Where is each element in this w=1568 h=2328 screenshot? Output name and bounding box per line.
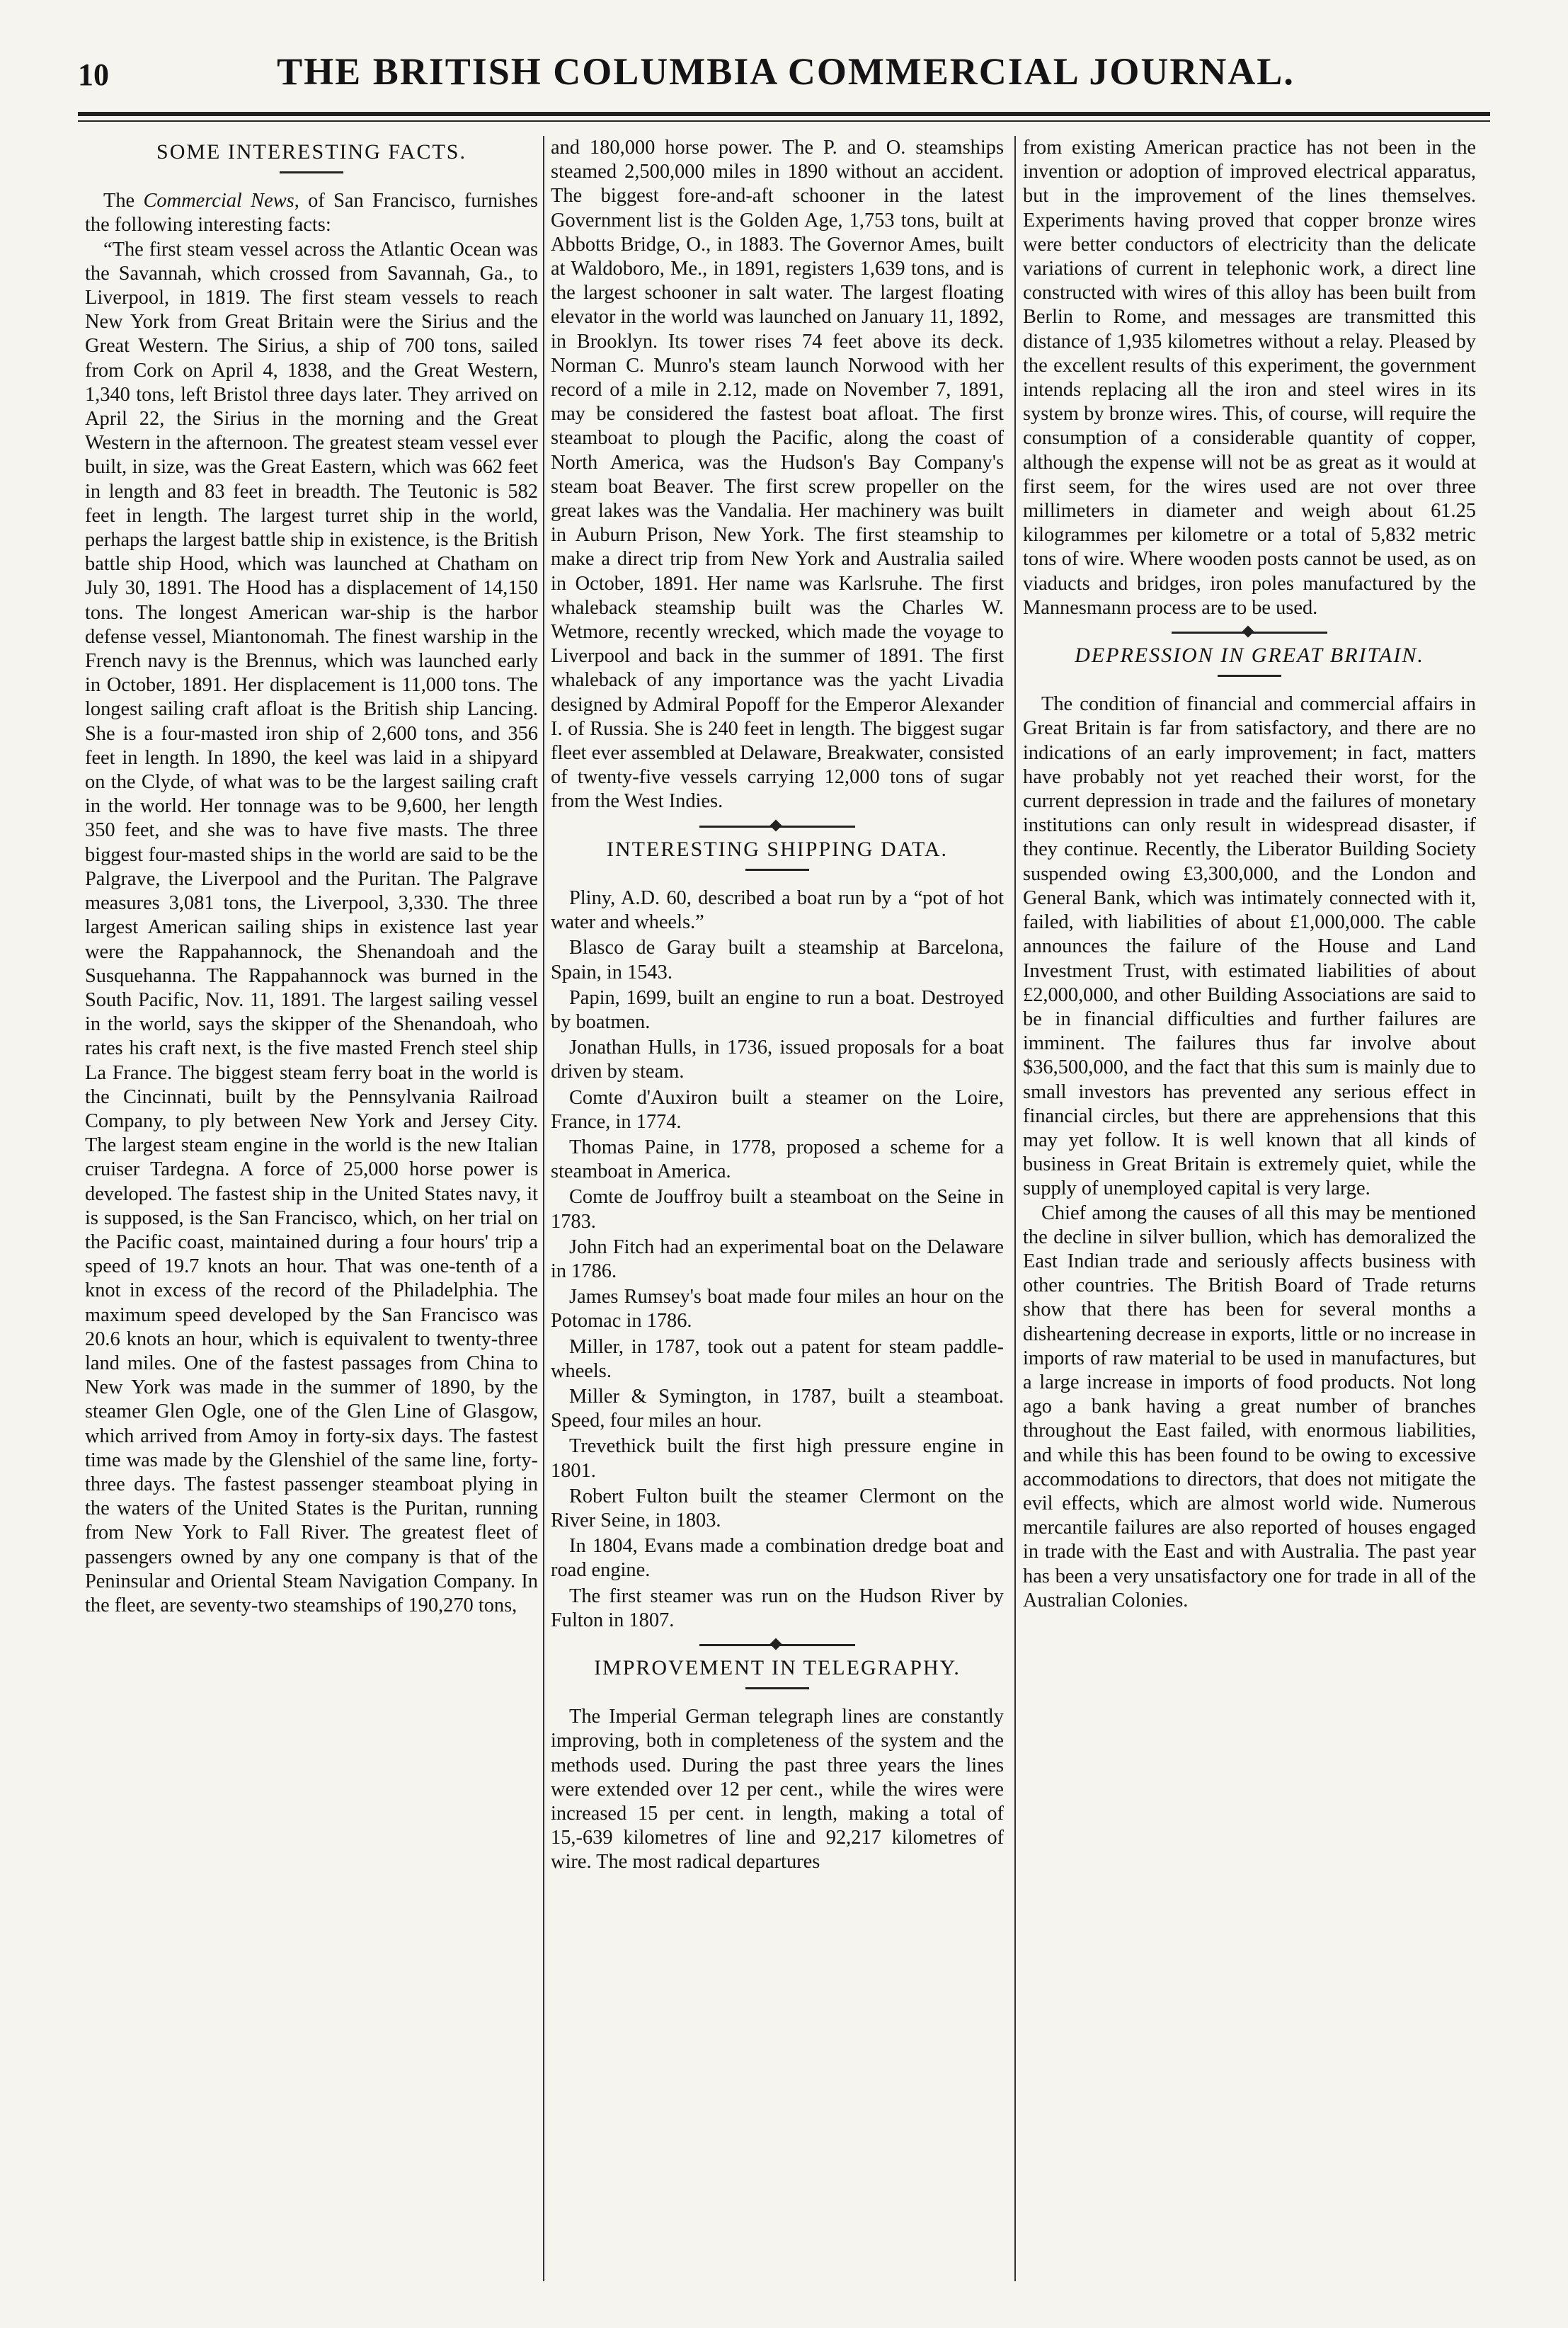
section-ornament [1172,632,1327,634]
list-item: Comte de Jouffroy built a steamboat on the Seine in 1783. [551,1186,1004,1233]
page-number: 10 [78,57,109,92]
article-headline: SOME INTERESTING FACTS. [156,140,467,164]
article-continuation: from existing American practice has not been in the invention or adoption of improved electrical apparatus, but in the improvement of the lines themselves. Experiments having proved that copper bronze wires were better conductors of electricity than the delicate variations of current in telephonic work, a direct line constructed with wires of this alloy has been built from Berlin to Rome, and messages are transmitted this distance of 1,935 kilometres without a relay. Pleased by the excellent results of this experiment, the government intends replacing all the iron and steel wires in its system by bronze wires. This, of course, will require the consumption of a considerable quantity of copper, although the expense will not be as great as it would at first seem, for the wires used are not over three millimeters in diameter and weigh about 61.25 kilogrammes per kilometre or a total of 5,832 metric tons of wire. Where wooden posts cannot be used, as on viaducts and bridges, iron poles manufactured by the Mannesmann process are to be used. [1023,137,1476,619]
headline-rule [745,869,809,871]
article-continuation: and 180,000 horse power. The P. and O. steamships steamed 2,500,000 miles in 1890 without an accident. The biggest fore-and-aft schooner in the latest Government list is the Golden Age, 1,753 tons, built at Abbotts Bridge, O., in 1883. The Governor Ames, built at Waldoboro, Me., in 1891, registers 1,639 tons, and is the largest schooner in salt water. The largest floating elevator in the world was launched on January 11, 1892, in Brooklyn. Its tower rises 74 feet above its deck. Norman C. Munro's steam launch Norwood with her record of a mile in 2.12, made on November 7, 1891, may be considered the fastest boat afloat. The first steamboat to plough the Pacific, along the coast of North America, was the Hudson's Bay Company's steam boat Beaver. The first screw propeller on the great lakes was the Vandalia. Her machinery was built in Auburn Prison, New York. The first steamship to make a direct trip from New York and Australia sailed in October, 1891. Her name was Karlsruhe. The first whaleback steamship built was the Charles W. Wetmore, recently wrecked, which made the voyage to Liverpool and back in the summer of 1891. The first whaleback of any importance was the yacht Livadia designed by Admiral Popoff for the Emperor Alexander I. of Russia. She is 240 feet in length. The biggest sugar fleet ever assembled at Delaware, Breakwater, consisted of twenty-five vessels carrying 12,000 tons of sugar from the West Indies. [551,137,1004,813]
list-item: Robert Fulton built the steamer Clermont on the River Seine, in 1803. [551,1485,1004,1531]
list-item: Trevethick built the first high pressure engine in 1801. [551,1435,1004,1482]
article-body: “The first steam vessel across the Atlantic Ocean was the Savannah, which crossed from Savannah, Ga., to Liverpool, in 1819. The first steam vessels to reach New York from Great Britain were the Sirius and the Great Western. The Sirius, a ship of 700 tons, sailed from Cork on April 4, 1838, and the Great Western, 1,340 tons, left Bristol three days later. They arrived on April 22, the Sirius in the morning and the Great Western in the afternoon. The greatest steam vessel ever built, in size, was the Great Eastern, which was 662 feet in length and 83 feet in breadth. The Teutonic is 582 feet in length. The largest turret ship in the world, perhaps the largest battle ship in existence, is the British battle ship Hood, which was launched at Chatham on July 30, 1891. The Hood has a displacement of 14,150 tons. The longest American war-ship is the harbor defense vessel, Miantonomah. The finest warship in the French navy is the Brennus, which was launched early in October, 1891. Her displacement is 11,000 tons. The longest sailing craft afloat is the British ship Lancing. She is a four-masted iron ship of 2,600 tons, and 356 feet in length. In 1890, the keel was laid in a shipyard on the Clyde, of what was to be the largest sailing craft in the world. Her tonnage was to be 9,600, her length 350 feet, and she was to have five masts. The three biggest four-masted ships in the world are said to be the Palgrave, the Liverpool and the Puritan. The Palgrave measures 3,081 tons, the Liverpool, 3,330. The three largest American sailing ships in existence last year were the Rappahannock, the Shenandoah and the Susquehanna. The Rappahannock was burned in the South Pacific, Nov. 11, 1891. The largest sailing vessel in the world, says the skipper of the Shenandoah, who rates his craft next, is the five masted French steel ship La France. The biggest steam ferry boat in the world is the Cincinnati, built by the Pennsylvania Railroad Company, to ply between New York and Jersey City. The largest steam engine in the world is the new Italian cruiser Tardegna. A force of 25,000 horse power is developed. The fastest ship in the United States navy, it is supposed, is the San Francisco, which, on her trial on the Pacific coast, maintained during a four hours' trip a speed of 19.7 knots an hour. That was one-tenth of a knot in excess of the record of the Philadelphia. The maximum speed developed by the San Francisco was 20.6 knots an hour, which is equivalent to twenty-three land miles. One of the fastest passages from China to New York was made in the summer of 1890, by the steamer Glen Ogle, one of the Glen Line of Glasgow, which arrived from Amoy in forty-six days. The fastest time was made by the Glenshiel of the same line, forty-three days. The fastest passenger steamboat plying in the waters of the United States is the Puritan, running from New York to Fall River. The greatest fleet of passengers owned by any one company is that of the Peninsular and Oriental Steam Navigation Company. In the fleet, are seventy-two steamships of 190,270 tons, [85,238,538,1616]
article-headline: DEPRESSION IN GREAT BRITAIN. [1075,644,1424,668]
source-name: Commercial News [143,190,294,212]
masthead-rule [78,112,1490,116]
headline-rule [280,171,343,173]
column-2 [551,136,1004,1875]
headline-rule [1218,675,1281,677]
section-ornament [699,1644,855,1646]
list-item: Comte d'Auxiron built a steamer on the Loire, France, in 1774. [551,1086,1004,1133]
column-divider [1014,136,1016,2281]
list-item: Thomas Paine, in 1778, proposed a scheme for a steamboat in America. [551,1136,1004,1183]
article-paragraph: Chief among the causes of all this may be mentioned the decline in silver bullion, which has demoralized the East Indian trade and seriously affects business with other countries. The British Board of Trade returns show that there has been for several months a disheartening decrease in exports, little or no increase in imports of raw material to be used in manufactures, but a large increase in imports of food products. Not long ago a bank having a great number of branches throughout the East failed, with enormous liabilities, and while this has been found to be owing to excessive accommodations to directors, that does not mitigate the evil effects, which are almost world wide. Numerous mercantile failures are also reported of houses engaged in trade with the East and with Australia. The past year has been a very unsatisfactory one for trade in all of the Australian Colonies. [1023,1202,1476,1611]
list-item: Pliny, A.D. 60, described a boat run by a “pot of hot water and wheels.” [551,886,1004,934]
list-item: In 1804, Evans made a combination dredge boat and road engine. [551,1535,1004,1582]
article-headline: INTERESTING SHIPPING DATA. [606,837,949,861]
column-1 [85,136,538,1618]
list-item: Miller, in 1787, took out a patent for steam paddle-wheels. [551,1335,1004,1382]
column-3 [1023,136,1476,1613]
shipping-data-list [551,886,1004,1633]
article-intro: The Commercial News, of San Francisco, furnishes the following interesting facts: [85,190,538,236]
masthead-rule-thin [78,120,1490,122]
list-item: John Fitch had an experimental boat on the Delaware in 1786. [551,1236,1004,1282]
headline-rule [745,1687,809,1689]
article-body: The Imperial German telegraph lines are constantly improving, both in completeness of the system and the methods used. During the past three years the lines were extended over 12 per cent., while the wires were increased 15 per cent. in length, making a total of 15,-639 kilometres of line and 92,217 kilometres of wire. The most radical departures [551,1706,1004,1873]
list-item: James Rumsey's boat made four miles an hour on the Potomac in 1786. [551,1286,1004,1333]
list-item: Papin, 1699, built an engine to run a boat. Destroyed by boatmen. [551,986,1004,1033]
list-item: Miller & Symington, in 1787, built a steamboat. Speed, four miles an hour. [551,1385,1004,1432]
section-ornament [699,826,855,828]
article-paragraph: The condition of financial and commercial affairs in Great Britain is far from satisfactory, and there are no indications of an early improvement; in fact, matters have probably not yet reached their worst, for the current depression in trade and the failures of monetary institutions can only result in widespread disaster, if they continue. Recently, the Liberator Building Society suspended owing £3,300,000, and the London and General Bank, which was intimately connected with it, failed, with liabilities of about £1,000,000. The cable announces the failure of the House and Land Investment Trust, with estimated liabilities of about £2,000,000, and other Building Associations are said to be in financial difficulties and further failures are imminent. The failures thus far involve about $36,500,000, and the fact that this sum is mainly due to small investors has prevented any serious effect in financial circles, but there are apprehensions that this may yet follow. It is well known that all kinds of business in Great Britain is extremely quiet, while the supply of unemployed capital is very large. [1023,693,1476,1200]
list-item: Blasco de Garay built a steamship at Barcelona, Spain, in 1543. [551,937,1004,983]
intro-text: , of San Francisco, furnishes the following interesting facts: [85,190,538,236]
list-item: The first steamer was run on the Hudson River by Fulton in 1807. [551,1585,1004,1631]
list-item: Jonathan Hulls, in 1736, issued proposals for a boat driven by steam. [551,1037,1004,1083]
column-divider [543,136,544,2281]
newspaper-title: THE BRITISH COLUMBIA COMMERCIAL JOURNAL. [277,50,1295,93]
article-headline: IMPROVEMENT IN TELEGRAPHY. [594,1655,961,1679]
masthead [78,50,1494,106]
